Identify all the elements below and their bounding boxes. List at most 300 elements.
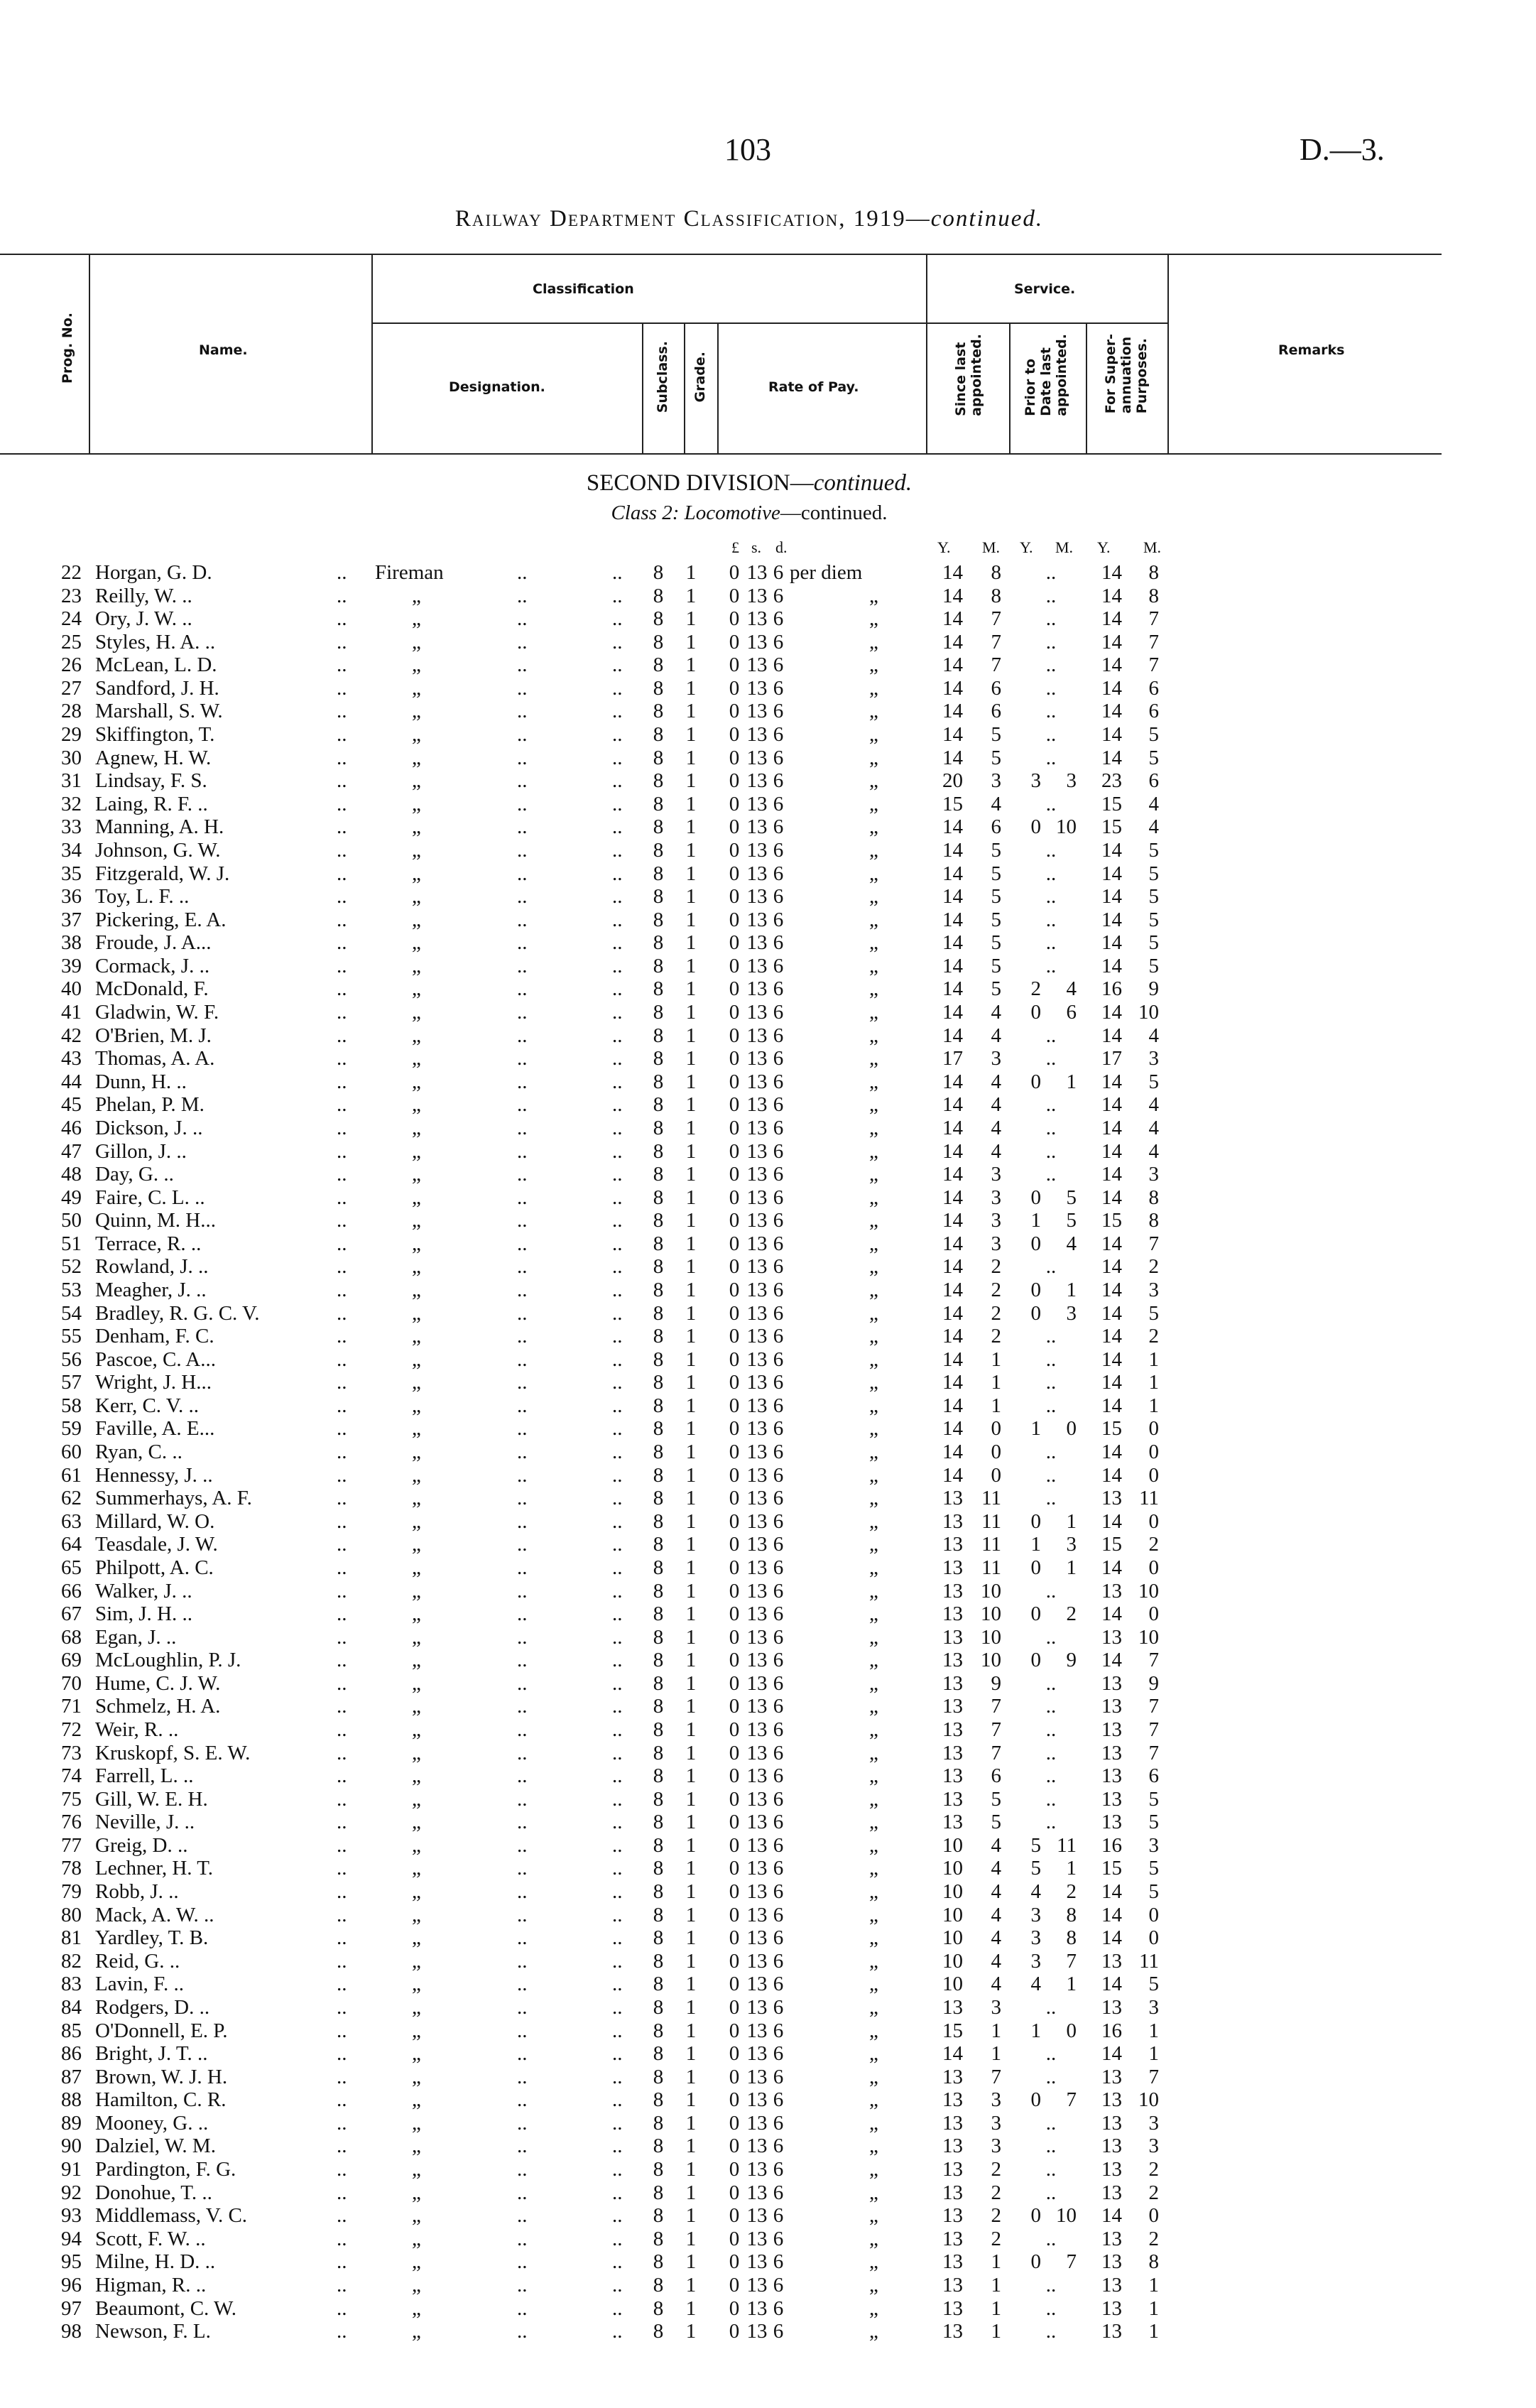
- rate-pounds: 0: [729, 1232, 740, 1255]
- prior-months: 1: [1066, 1509, 1077, 1533]
- grade: 1: [685, 1417, 697, 1441]
- leader-dots: ..: [517, 700, 528, 723]
- super-years: 14: [1101, 838, 1122, 862]
- subclass: 8: [653, 746, 664, 769]
- rate-pounds: 0: [729, 885, 740, 909]
- rate-pounds: 0: [729, 1325, 740, 1348]
- leader-dots: ..: [517, 1394, 528, 1417]
- rate-unit: „: [869, 2250, 878, 2274]
- table-row: [0, 1788, 1536, 1811]
- prog-no: 54: [61, 1301, 82, 1325]
- rate-shillings: 13: [746, 1163, 768, 1186]
- designation: „: [412, 1070, 421, 1093]
- leader-dots: ..: [612, 931, 623, 955]
- rate-shillings: 13: [746, 630, 768, 653]
- prior-years: 5: [1030, 1833, 1041, 1857]
- designation: „: [412, 2320, 421, 2343]
- super-years: 13: [1101, 1671, 1122, 1695]
- leader-dots: ..: [337, 1325, 347, 1348]
- subclass: 8: [653, 1764, 664, 1788]
- super-months: 5: [1148, 1857, 1159, 1880]
- leader-dots: ..: [337, 2065, 347, 2088]
- rate-shillings: 13: [746, 2111, 768, 2135]
- rate-unit: „: [869, 2135, 878, 2158]
- designation: „: [412, 1602, 421, 1626]
- employee-name: Neville, J. ..: [95, 1811, 195, 1834]
- super-years: 14: [1101, 1001, 1122, 1024]
- leader-dots: ..: [517, 676, 528, 700]
- rate-shillings: 13: [746, 2019, 768, 2042]
- designation: „: [412, 2296, 421, 2320]
- rate-unit: „: [869, 2088, 878, 2112]
- divider: [371, 254, 373, 453]
- leader-dots: ..: [517, 1209, 528, 1232]
- leader-dots: ..: [612, 1163, 623, 1186]
- rate-pence: 6: [773, 1671, 784, 1695]
- rate-pence: 6: [773, 1463, 784, 1487]
- leader-dots: ..: [517, 1741, 528, 1764]
- grade: 1: [685, 1441, 697, 1464]
- employee-name: Rowland, J. ..: [95, 1255, 209, 1279]
- grade: 1: [685, 1973, 697, 1996]
- super-months: 4: [1148, 1093, 1159, 1117]
- prog-no: 95: [61, 2250, 82, 2274]
- rate-unit: „: [869, 2042, 878, 2066]
- prog-no: 68: [61, 1625, 82, 1649]
- prior-years: ..: [1045, 584, 1057, 607]
- unit-pounds: £: [731, 538, 739, 556]
- since-years: 14: [942, 1232, 963, 1255]
- prior-months: 3: [1066, 769, 1077, 793]
- rate-pence: 6: [773, 1371, 784, 1394]
- rate-shillings: 13: [746, 1278, 768, 1301]
- header-for-superannuation: [1103, 334, 1150, 413]
- rate-pence: 6: [773, 2065, 784, 2088]
- prior-years: 3: [1030, 769, 1041, 793]
- employee-name: Horgan, G. D.: [95, 561, 212, 584]
- super-months: 5: [1148, 1973, 1159, 1996]
- since-months: 4: [991, 1903, 1001, 1926]
- since-months: 3: [991, 1232, 1001, 1255]
- grade: 1: [685, 1047, 697, 1070]
- grade: 1: [685, 1787, 697, 1811]
- super-years: 13: [1101, 1764, 1122, 1788]
- employee-name: Yardley, T. B.: [95, 1926, 209, 1950]
- rate-pence: 6: [773, 584, 784, 607]
- prior-months: 4: [1066, 1232, 1077, 1255]
- designation: „: [412, 1718, 421, 1741]
- leader-dots: ..: [517, 1649, 528, 1672]
- table-row: [0, 653, 1536, 676]
- rate-pence: 6: [773, 931, 784, 955]
- rate-pounds: 0: [729, 1649, 740, 1672]
- super-months: 11: [1139, 1949, 1159, 1973]
- super-months: 11: [1139, 1487, 1159, 1510]
- rate-pounds: 0: [729, 1301, 740, 1325]
- super-months: 1: [1148, 2042, 1159, 2066]
- since-years: 13: [942, 2250, 963, 2274]
- since-years: 14: [942, 676, 963, 700]
- designation: „: [412, 2135, 421, 2158]
- prior-months: 3: [1066, 1533, 1077, 1556]
- super-months: 7: [1148, 1741, 1159, 1764]
- prior-years: ..: [1045, 1741, 1057, 1764]
- employee-name: Wright, J. H...: [95, 1371, 212, 1394]
- grade: 1: [685, 1163, 697, 1186]
- rate-unit: „: [869, 1625, 878, 1649]
- leader-dots: ..: [517, 2065, 528, 2088]
- rate-pounds: 0: [729, 630, 740, 653]
- designation: „: [412, 1186, 421, 1209]
- rate-pounds: 0: [729, 1441, 740, 1464]
- since-months: 11: [981, 1487, 1001, 1510]
- rate-pence: 6: [773, 862, 784, 885]
- prior-years: ..: [1045, 1764, 1057, 1788]
- rate-pence: 6: [773, 2296, 784, 2320]
- since-years: 14: [942, 561, 963, 584]
- designation: „: [412, 1671, 421, 1695]
- prior-years: 1: [1030, 1209, 1041, 1232]
- rate-unit: „: [869, 1255, 878, 1279]
- prior-months: 1: [1066, 1278, 1077, 1301]
- prior-years: ..: [1045, 954, 1057, 977]
- super-months: 0: [1148, 2204, 1159, 2228]
- rate-pence: 6: [773, 1556, 784, 1579]
- leader-dots: ..: [517, 2250, 528, 2274]
- page-number: 103: [724, 132, 771, 167]
- super-years: 13: [1101, 2158, 1122, 2181]
- prog-no: 37: [61, 908, 82, 931]
- prior-years: 0: [1030, 1232, 1041, 1255]
- super-years: 14: [1101, 2042, 1122, 2066]
- since-years: 14: [942, 1463, 963, 1487]
- leader-dots: ..: [612, 1417, 623, 1441]
- subclass: 8: [653, 1024, 664, 1047]
- subclass: 8: [653, 838, 664, 862]
- since-years: 14: [942, 931, 963, 955]
- table-row: [0, 607, 1536, 630]
- header-line: annuation: [1118, 336, 1134, 414]
- super-years: 15: [1101, 1533, 1122, 1556]
- leader-dots: ..: [517, 1047, 528, 1070]
- rate-unit: „: [869, 1509, 878, 1533]
- employee-name: Donohue, T. ..: [95, 2181, 212, 2204]
- prog-no: 88: [61, 2088, 82, 2112]
- leader-dots: ..: [517, 1139, 528, 1163]
- super-months: 4: [1148, 1024, 1159, 1047]
- prior-years: ..: [1045, 1787, 1057, 1811]
- subclass: 8: [653, 815, 664, 839]
- grade: 1: [685, 723, 697, 747]
- since-years: 14: [942, 1441, 963, 1464]
- leader-dots: ..: [612, 1556, 623, 1579]
- leader-dots: ..: [337, 1209, 347, 1232]
- rate-pence: 6: [773, 1070, 784, 1093]
- prior-years: ..: [1045, 908, 1057, 931]
- header-line: Purposes.: [1134, 338, 1150, 414]
- super-years: 13: [1101, 2250, 1122, 2274]
- rate-unit: „: [869, 1857, 878, 1880]
- since-months: 1: [991, 2320, 1001, 2343]
- grade: 1: [685, 885, 697, 909]
- rate-pence: 6: [773, 1209, 784, 1232]
- subclass: 8: [653, 1533, 664, 1556]
- since-years: 14: [942, 1417, 963, 1441]
- rate-shillings: 13: [746, 1509, 768, 1533]
- prog-no: 91: [61, 2158, 82, 2181]
- employee-name: Sim, J. H. ..: [95, 1602, 192, 1626]
- since-years: 13: [942, 1811, 963, 1834]
- since-months: 5: [991, 1811, 1001, 1834]
- designation: „: [412, 1001, 421, 1024]
- leader-dots: ..: [612, 1301, 623, 1325]
- leader-dots: ..: [337, 1533, 347, 1556]
- since-years: 14: [942, 1255, 963, 1279]
- table-row: [0, 1417, 1536, 1440]
- rate-pounds: 0: [729, 769, 740, 793]
- rate-unit: „: [869, 1903, 878, 1926]
- leader-dots: ..: [612, 1671, 623, 1695]
- super-months: 4: [1148, 815, 1159, 839]
- since-years: 14: [942, 1186, 963, 1209]
- subclass: 8: [653, 1301, 664, 1325]
- since-months: 2: [991, 1325, 1001, 1348]
- designation: „: [412, 1417, 421, 1441]
- grade: 1: [685, 1671, 697, 1695]
- rate-shillings: 13: [746, 676, 768, 700]
- employee-name: Millard, W. O.: [95, 1509, 215, 1533]
- class-suffix: —continued.: [780, 501, 888, 524]
- table-row: [0, 1302, 1536, 1325]
- super-years: 14: [1101, 584, 1122, 607]
- rate-unit: „: [869, 1463, 878, 1487]
- employee-name: McDonald, F.: [95, 977, 209, 1001]
- table-row: [0, 1649, 1536, 1671]
- table-row: [0, 677, 1536, 700]
- rate-pounds: 0: [729, 1186, 740, 1209]
- grade: 1: [685, 862, 697, 885]
- table-row: [0, 931, 1536, 954]
- rate-unit: „: [869, 1417, 878, 1441]
- super-months: 6: [1148, 700, 1159, 723]
- since-months: 5: [991, 723, 1001, 747]
- leader-dots: ..: [612, 2250, 623, 2274]
- leader-dots: ..: [612, 1093, 623, 1117]
- rate-shillings: 13: [746, 1394, 768, 1417]
- prog-no: 40: [61, 977, 82, 1001]
- header-mid-rule: [371, 322, 1167, 324]
- prior-months: 1: [1066, 1556, 1077, 1579]
- prior-years: ..: [1045, 700, 1057, 723]
- prog-no: 50: [61, 1209, 82, 1232]
- leader-dots: ..: [337, 1949, 347, 1973]
- leader-dots: ..: [337, 1116, 347, 1139]
- super-years: 14: [1101, 1441, 1122, 1464]
- prog-no: 47: [61, 1139, 82, 1163]
- rate-shillings: 13: [746, 1371, 768, 1394]
- leader-dots: ..: [612, 815, 623, 839]
- super-years: 13: [1101, 2227, 1122, 2250]
- leader-dots: ..: [337, 862, 347, 885]
- rate-shillings: 13: [746, 1811, 768, 1834]
- grade: 1: [685, 1995, 697, 2019]
- designation: „: [412, 1047, 421, 1070]
- table-row: [0, 1093, 1536, 1116]
- grade: 1: [685, 1487, 697, 1510]
- table-row: [0, 700, 1536, 722]
- leader-dots: ..: [612, 2273, 623, 2296]
- page-title: [0, 206, 1498, 232]
- prog-no: 51: [61, 1232, 82, 1255]
- leader-dots: ..: [517, 1857, 528, 1880]
- leader-dots: ..: [612, 2135, 623, 2158]
- leader-dots: ..: [337, 1787, 347, 1811]
- grade: 1: [685, 1556, 697, 1579]
- designation: „: [412, 2111, 421, 2135]
- grade: 1: [685, 1001, 697, 1024]
- super-months: 3: [1148, 1278, 1159, 1301]
- table-row: [0, 1186, 1536, 1209]
- super-months: 1: [1148, 2019, 1159, 2042]
- leader-dots: ..: [517, 1371, 528, 1394]
- subclass: 8: [653, 1417, 664, 1441]
- table-row: [0, 1464, 1536, 1487]
- super-months: 7: [1148, 1718, 1159, 1741]
- prior-years: ..: [1045, 1116, 1057, 1139]
- subclass: 8: [653, 1463, 664, 1487]
- leader-dots: ..: [337, 838, 347, 862]
- super-months: 5: [1148, 954, 1159, 977]
- employee-name: Gillon, J. ..: [95, 1139, 187, 1163]
- rate-shillings: 13: [746, 1093, 768, 1117]
- prog-no: 41: [61, 1001, 82, 1024]
- super-years: 14: [1101, 676, 1122, 700]
- designation: „: [412, 1579, 421, 1602]
- header-line: appointed.: [969, 334, 984, 416]
- leader-dots: ..: [337, 561, 347, 584]
- super-months: 3: [1148, 1833, 1159, 1857]
- rate-unit: „: [869, 2019, 878, 2042]
- table-row: [0, 862, 1536, 885]
- employee-name: Beaumont, C. W.: [95, 2296, 236, 2320]
- leader-dots: ..: [337, 769, 347, 793]
- leader-dots: ..: [337, 1232, 347, 1255]
- leader-dots: ..: [612, 1047, 623, 1070]
- leader-dots: ..: [517, 2019, 528, 2042]
- employee-name: Hennessy, J. ..: [95, 1463, 213, 1487]
- prior-months: 10: [1056, 2204, 1077, 2228]
- rate-pounds: 0: [729, 1509, 740, 1533]
- leader-dots: ..: [337, 815, 347, 839]
- rate-pounds: 0: [729, 1602, 740, 1626]
- since-years: 13: [942, 2065, 963, 2088]
- super-years: 13: [1101, 2135, 1122, 2158]
- table-row: [0, 2204, 1536, 2227]
- subclass: 8: [653, 584, 664, 607]
- rate-pounds: 0: [729, 838, 740, 862]
- super-years: 14: [1101, 931, 1122, 955]
- designation: „: [412, 1163, 421, 1186]
- employee-name: Cormack, J. ..: [95, 954, 210, 977]
- rate-shillings: 13: [746, 1579, 768, 1602]
- leader-dots: ..: [612, 1579, 623, 1602]
- prior-months: 1: [1066, 1070, 1077, 1093]
- leader-dots: ..: [517, 1811, 528, 1834]
- leader-dots: ..: [337, 746, 347, 769]
- employee-name: Pardington, F. G.: [95, 2158, 236, 2181]
- super-years: 14: [1101, 1301, 1122, 1325]
- rate-unit: „: [869, 1949, 878, 1973]
- designation: „: [412, 1371, 421, 1394]
- super-months: 7: [1148, 2065, 1159, 2088]
- rate-pounds: 0: [729, 792, 740, 815]
- table-row: [0, 585, 1536, 607]
- prog-no: 97: [61, 2296, 82, 2320]
- leader-dots: ..: [517, 838, 528, 862]
- leader-dots: ..: [517, 2227, 528, 2250]
- prog-no: 34: [61, 838, 82, 862]
- rate-unit: „: [869, 1973, 878, 1996]
- rate-shillings: 13: [746, 1001, 768, 1024]
- since-years: 13: [942, 2135, 963, 2158]
- rate-pence: 6: [773, 1833, 784, 1857]
- super-months: 3: [1148, 1163, 1159, 1186]
- rate-unit: „: [869, 1001, 878, 1024]
- since-months: 2: [991, 1278, 1001, 1301]
- super-years: 14: [1101, 1070, 1122, 1093]
- rate-pounds: 0: [729, 2320, 740, 2343]
- grade: 1: [685, 1602, 697, 1626]
- designation: „: [412, 1209, 421, 1232]
- designation: „: [412, 746, 421, 769]
- designation: „: [412, 1995, 421, 2019]
- subclass: 8: [653, 2088, 664, 2112]
- rate-pence: 6: [773, 2227, 784, 2250]
- super-years: 14: [1101, 1394, 1122, 1417]
- prior-years: ..: [1045, 1347, 1057, 1371]
- grade: 1: [685, 1347, 697, 1371]
- prior-years: ..: [1045, 676, 1057, 700]
- prog-no: 32: [61, 792, 82, 815]
- since-months: 7: [991, 607, 1001, 631]
- subclass: 8: [653, 1625, 664, 1649]
- super-months: 3: [1148, 1995, 1159, 2019]
- prior-months: 4: [1066, 977, 1077, 1001]
- rate-shillings: 13: [746, 1070, 768, 1093]
- leader-dots: ..: [612, 1001, 623, 1024]
- rate-shillings: 13: [746, 1347, 768, 1371]
- rate-pounds: 0: [729, 2158, 740, 2181]
- prior-years: 0: [1030, 2250, 1041, 2274]
- designation: „: [412, 1811, 421, 1834]
- leader-dots: ..: [337, 607, 347, 631]
- since-years: 13: [942, 2296, 963, 2320]
- leader-dots: ..: [337, 1811, 347, 1834]
- since-years: 10: [942, 1903, 963, 1926]
- subclass: 8: [653, 2204, 664, 2228]
- prior-years: ..: [1045, 1371, 1057, 1394]
- prog-no: 58: [61, 1394, 82, 1417]
- prog-no: 93: [61, 2204, 82, 2228]
- rate-pence: 6: [773, 1949, 784, 1973]
- super-years: 14: [1101, 1325, 1122, 1348]
- rate-shillings: 13: [746, 1787, 768, 1811]
- subclass: 8: [653, 1209, 664, 1232]
- rate-pence: 6: [773, 2042, 784, 2066]
- rate-shillings: 13: [746, 1232, 768, 1255]
- table-row: [0, 955, 1536, 977]
- leader-dots: ..: [337, 2204, 347, 2228]
